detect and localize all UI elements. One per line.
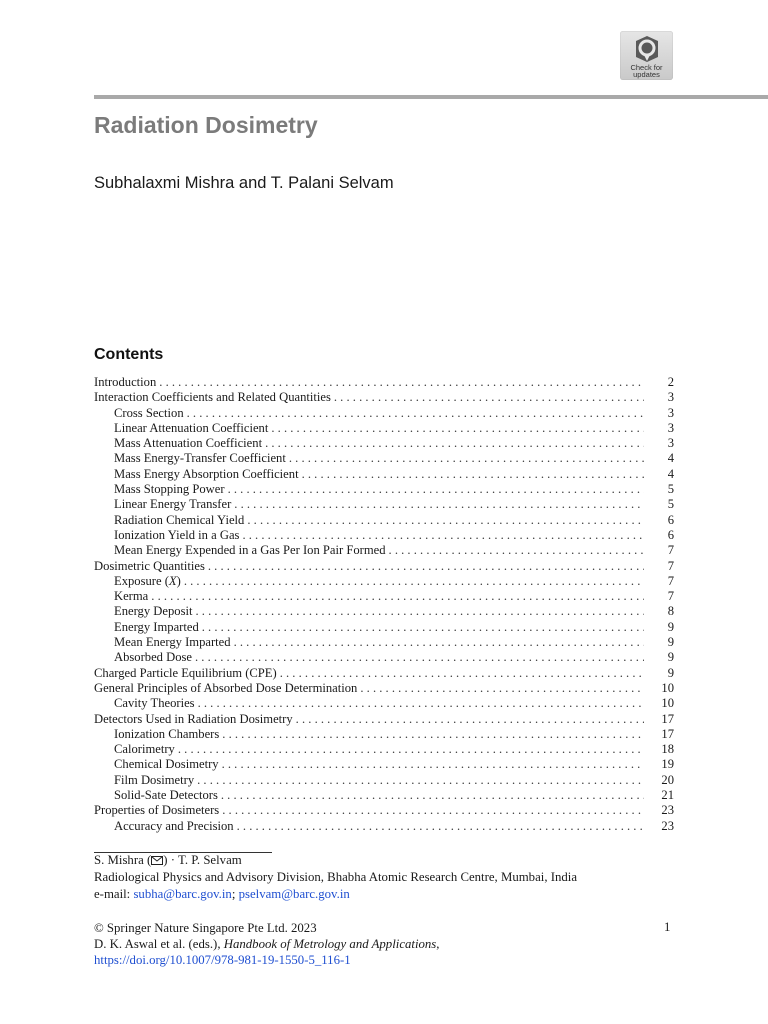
toc-entry[interactable] (94, 696, 674, 711)
toc-leader-dots (222, 803, 644, 818)
author-2: T. P. Selvam (177, 853, 242, 867)
toc-leader-dots (195, 604, 644, 619)
toc-leader-dots (159, 375, 644, 390)
toc-entry-page: 23 (661, 818, 674, 833)
toc-entry-title: Linear Attenuation Coefficient (114, 420, 269, 435)
toc-leader-dots (184, 574, 644, 589)
toc-entry[interactable] (94, 574, 674, 589)
footnote-email-line: e-mail: subha@barc.gov.in; pselvam@barc.gov.in (94, 887, 350, 901)
doi-line (94, 952, 440, 968)
toc-entry-page: 3 (667, 405, 674, 420)
toc-entry-page: 9 (667, 650, 674, 665)
toc-entry[interactable] (94, 467, 674, 482)
toc-leader-dots (389, 543, 644, 558)
toc-entry[interactable] (94, 742, 674, 757)
toc-entry-page: 3 (667, 390, 674, 405)
toc-entry-page: 6 (667, 527, 674, 542)
toc-entry-title: Detectors Used in Radiation Dosimetry (94, 711, 293, 726)
toc-entry-page: 4 (667, 466, 674, 481)
toc-entry-title: Interaction Coefficients and Related Quantities (94, 390, 331, 405)
toc-leader-dots (334, 390, 644, 405)
toc-leader-dots (360, 681, 644, 696)
table-of-contents (94, 375, 674, 834)
toc-entry-page: 17 (661, 711, 674, 726)
toc-entry[interactable] (94, 421, 674, 436)
toc-entry-title: Linear Energy Transfer (114, 497, 232, 512)
toc-entry-page: 9 (667, 665, 674, 680)
toc-leader-dots (228, 482, 644, 497)
toc-entry[interactable] (94, 559, 674, 574)
toc-leader-dots (271, 421, 644, 436)
toc-entry[interactable] (94, 451, 674, 466)
toc-entry-page: 7 (667, 589, 674, 604)
toc-entry[interactable] (94, 513, 674, 528)
email-link-1[interactable]: subha@barc.gov.in (133, 887, 232, 901)
toc-entry-title: Mass Attenuation Coefficient (114, 436, 263, 451)
toc-entry-title: Absorbed Dose (114, 650, 192, 665)
toc-entry-title: Properties of Dosimeters (94, 803, 220, 818)
check-for-updates-icon (634, 35, 660, 63)
toc-entry-page: 18 (661, 742, 674, 757)
toc-leader-dots (222, 757, 644, 772)
email-link-2[interactable]: pselvam@barc.gov.in (238, 887, 350, 901)
check-for-updates-label (630, 64, 662, 78)
toc-entry-title: Mass Energy Absorption Coefficient (114, 466, 299, 481)
toc-entry-title: Mass Energy-Transfer Coefficient (114, 451, 286, 466)
toc-entry-page: 19 (661, 757, 674, 772)
toc-leader-dots (302, 467, 644, 482)
toc-entry[interactable] (94, 497, 674, 512)
toc-entry-title: Energy Imparted (114, 619, 199, 634)
toc-entry[interactable] (94, 406, 674, 421)
toc-entry-page: 4 (667, 451, 674, 466)
toc-entry[interactable] (94, 712, 674, 727)
toc-entry-page: 3 (667, 420, 674, 435)
toc-entry[interactable] (94, 681, 674, 696)
affiliation: Radiological Physics and Advisory Division, Bhabha Atomic Research Centre, Mumbai, India (94, 870, 578, 884)
toc-entry-title: Introduction (94, 375, 157, 389)
footnote-authors-line: S. Mishra ( ) · T. P. Selvam (94, 853, 242, 867)
variable-x: X (168, 573, 177, 588)
toc-entry-title: Ionization Yield in a Gas (114, 527, 240, 542)
chapter-title: Radiation Dosimetry (94, 112, 318, 138)
header-rule (94, 95, 768, 99)
toc-entry-page: 7 (667, 543, 674, 558)
toc-leader-dots (151, 589, 644, 604)
toc-entry[interactable] (94, 666, 674, 681)
toc-leader-dots (247, 513, 644, 528)
toc-entry-page: 23 (661, 803, 674, 818)
toc-leader-dots (234, 635, 644, 650)
toc-entry-page: 20 (661, 772, 674, 787)
email-label: e-mail: (94, 887, 131, 901)
toc-entry-page: 7 (667, 573, 674, 588)
toc-entry[interactable] (94, 635, 674, 650)
toc-entry-title: Kerma (114, 589, 149, 604)
badge-text-line1: Check for (630, 63, 663, 72)
toc-entry[interactable] (94, 819, 674, 834)
toc-entry-title: Cavity Theories (114, 696, 195, 711)
toc-entry[interactable] (94, 375, 674, 390)
check-for-updates-badge[interactable] (620, 31, 673, 80)
toc-entry-page: 7 (667, 558, 674, 573)
toc-entry[interactable] (94, 528, 674, 543)
toc-entry-page: 5 (667, 497, 674, 512)
citation-editors: D. K. Aswal et al. (eds.), (94, 937, 221, 951)
toc-entry-page: 8 (667, 604, 674, 619)
toc-leader-dots (178, 742, 644, 757)
toc-leader-dots (222, 727, 644, 742)
toc-entry-title: Charged Particle Equilibrium (CPE) (94, 665, 277, 680)
toc-leader-dots (202, 620, 644, 635)
copyright-line: © Springer Nature Singapore Pte Ltd. 2023 (94, 921, 317, 935)
toc-entry[interactable] (94, 788, 674, 803)
toc-entry-title: Solid-Sate Detectors (114, 788, 218, 803)
toc-entry-title: Chemical Dosimetry (114, 757, 219, 772)
toc-entry-page: 10 (661, 696, 674, 711)
page-number: 1 (664, 920, 671, 934)
toc-entry[interactable] (94, 650, 674, 665)
toc-entry[interactable] (94, 390, 674, 405)
toc-leader-dots (237, 819, 644, 834)
toc-entry-title: Calorimetry (114, 742, 175, 757)
toc-entry-page: 21 (661, 788, 674, 803)
toc-entry-title: Mean Energy Expended in a Gas Per Ion Pair Formed (114, 543, 386, 558)
toc-entry-page: 2 (667, 375, 674, 389)
toc-entry[interactable] (94, 757, 674, 772)
toc-leader-dots (234, 497, 644, 512)
toc-entry-title: Radiation Chemical Yield (114, 512, 245, 527)
toc-leader-dots (265, 436, 644, 451)
toc-entry-title: Ionization Chambers (114, 726, 220, 741)
toc-entry-page: 5 (667, 482, 674, 497)
toc-entry-title: Mass Stopping Power (114, 482, 225, 497)
doi-link[interactable]: https://doi.org/10.1007/978-981-19-1550-5_116-1 (94, 953, 351, 967)
toc-entry[interactable] (94, 543, 674, 558)
toc-entry[interactable] (94, 727, 674, 742)
toc-entry-title: Exposure (X) (114, 573, 181, 588)
toc-leader-dots (289, 451, 644, 466)
toc-leader-dots (198, 696, 644, 711)
toc-entry-page: 9 (667, 635, 674, 650)
toc-leader-dots (280, 666, 644, 681)
toc-leader-dots (197, 773, 644, 788)
toc-entry[interactable] (94, 589, 674, 604)
envelope-icon (151, 856, 163, 865)
toc-entry-title: General Principles of Absorbed Dose Determination (94, 680, 358, 695)
toc-leader-dots (187, 406, 644, 421)
toc-leader-dots (296, 712, 644, 727)
author-footnote (94, 852, 577, 903)
toc-entry-page: 9 (667, 619, 674, 634)
toc-entry[interactable] (94, 482, 674, 497)
author-1: S. Mishra (94, 853, 144, 867)
toc-leader-dots (195, 650, 644, 665)
citation-line: D. K. Aswal et al. (eds.), Handbook of Metrology and Applications, (94, 937, 440, 951)
toc-leader-dots (221, 788, 644, 803)
toc-entry-page: 6 (667, 512, 674, 527)
toc-entry-title: Cross Section (114, 405, 184, 420)
toc-leader-dots (208, 559, 644, 574)
toc-entry[interactable] (94, 620, 674, 635)
toc-entry-title: Film Dosimetry (114, 772, 195, 787)
toc-entry-title: Energy Deposit (114, 604, 193, 619)
toc-entry-page: 10 (661, 680, 674, 695)
toc-entry-title: Mean Energy Imparted (114, 635, 231, 650)
toc-entry-title: Accuracy and Precision (114, 818, 234, 833)
toc-entry[interactable] (94, 604, 674, 619)
toc-entry-page: 17 (661, 726, 674, 741)
badge-text-line2: updates (633, 70, 660, 79)
toc-entry-title: Dosimetric Quantities (94, 558, 205, 573)
toc-entry-page: 3 (667, 436, 674, 451)
book-title: Handbook of Metrology and Applications (223, 937, 437, 951)
toc-leader-dots (242, 528, 644, 543)
toc-entry[interactable] (94, 803, 674, 818)
toc-entry[interactable] (94, 436, 674, 451)
chapter-authors: Subhalaxmi Mishra and T. Palani Selvam (94, 174, 394, 192)
contents-heading: Contents (94, 346, 164, 363)
toc-entry[interactable] (94, 773, 674, 788)
publication-info (94, 920, 440, 968)
